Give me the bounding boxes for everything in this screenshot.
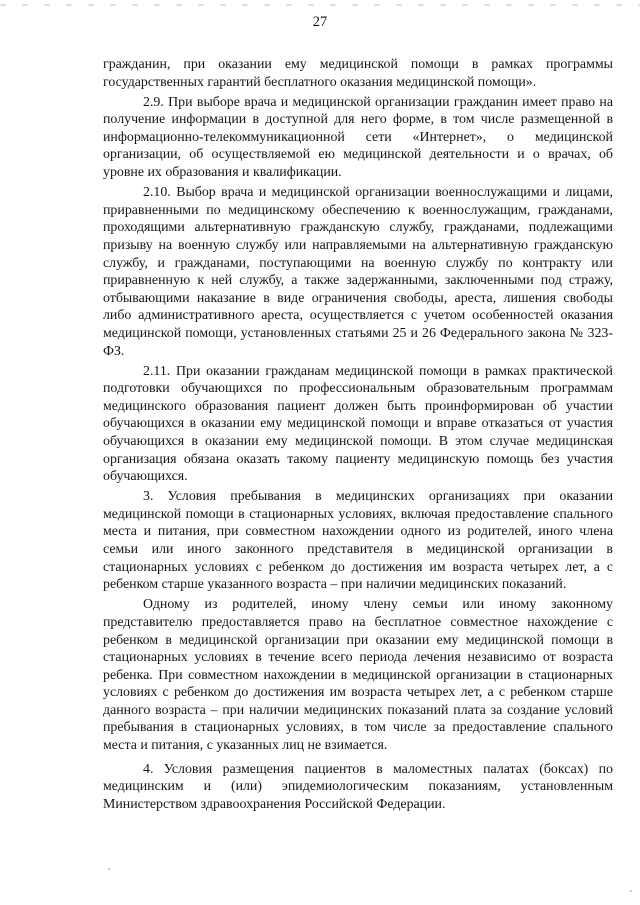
document-body [103, 56, 613, 816]
scan-edge-artifact [0, 4, 640, 6]
paragraph-2-11: 2.11. При оказании гражданам медицинской помощи в рамках практической подготовки обучающихся по профессиональным образовательным программам медицинского образования пациент должен быть проинформирован об участии обучающихся в оказании ему медицинской помощи и вправе отказаться от участия обучающихся в оказании ему медицинской помощи. В этом случае медицинская организация обязана оказать такому пациенту медицинскую помощь без участия обучающихся. [103, 363, 613, 485]
scan-dot-artifact [108, 868, 110, 870]
page-number: 27 [312, 14, 328, 30]
paragraph-4: 4. Условия размещения пациентов в маломестных палатах (боксах) по медицинским и (или) эпидемиологическим показаниям, установленным Министерством здравоохранения Российской Федерации. [103, 761, 613, 812]
paragraph-3: 3. Условия пребывания в медицинских организациях при оказании медицинской помощи в стационарных условиях, включая предоставление спального места и питания, при совместном нахождении одного из родителей, иного члена семьи или иного законного представителя в медицинской организации в стационарных условиях с ребенком до достижения им возраста четырех лет, а с ребенком старше указанного возраста – при наличии медицинских показаний. [103, 489, 613, 593]
scan-dot-artifact [630, 890, 632, 892]
paragraph-continuation: гражданин, при оказании ему медицинской помощи в рамках программы государственных гарантий бесплатного оказания медицинской помощи». [103, 57, 613, 90]
paragraph-3-parents: Одному из родителей, иному члену семьи или иному законному представителю предоставляется право на бесплатное совместное нахождение с ребенком в медицинской организации при оказании ему медицинской помощи в стационарных условиях в течение всего периода лечения независимо от возраста ребенка. При совместном нахождении в медицинской организации в стационарных условиях с ребенком до достижения им возраста четырех лет, а с ребенком старше данного возраста – при наличии медицинских показаний плата за создание условий пребывания в стационарных условиях, в том числе за предоставление спального места и питания, с указанных лиц не взимается. [103, 597, 613, 754]
paragraph-2-10: 2.10. Выбор врача и медицинской организации военнослужащими и лицами, приравненными по медицинскому обеспечению к военнослужащим, гражданами, проходящими альтернативную гражданскую службу, гражданами, подлежащими призыву на военную службу или направляемыми на альтернативную гражданскую службу, и гражданами, поступающими на военную службу по контракту или приравненную к ней службу, а также задержанными, заключенными под стражу, отбывающими наказание в виде ограничения свободы, ареста, лишения свободы либо административного ареста, осуществляется с учетом особенностей оказания медицинской помощи, установленных статьями 25 и 26 Федерального закона № 323-ФЗ. [103, 185, 613, 359]
paragraph-2-9: 2.9. При выборе врача и медицинской организации гражданин имеет право на получение информации в доступной для него форме, в том числе размещенной в информационно-телекоммуникационной сети «Интернет», о медицинской организации, об осуществляемой ею медицинской деятельности и о врачах, об уровне их образования и квалификации. [103, 94, 613, 181]
